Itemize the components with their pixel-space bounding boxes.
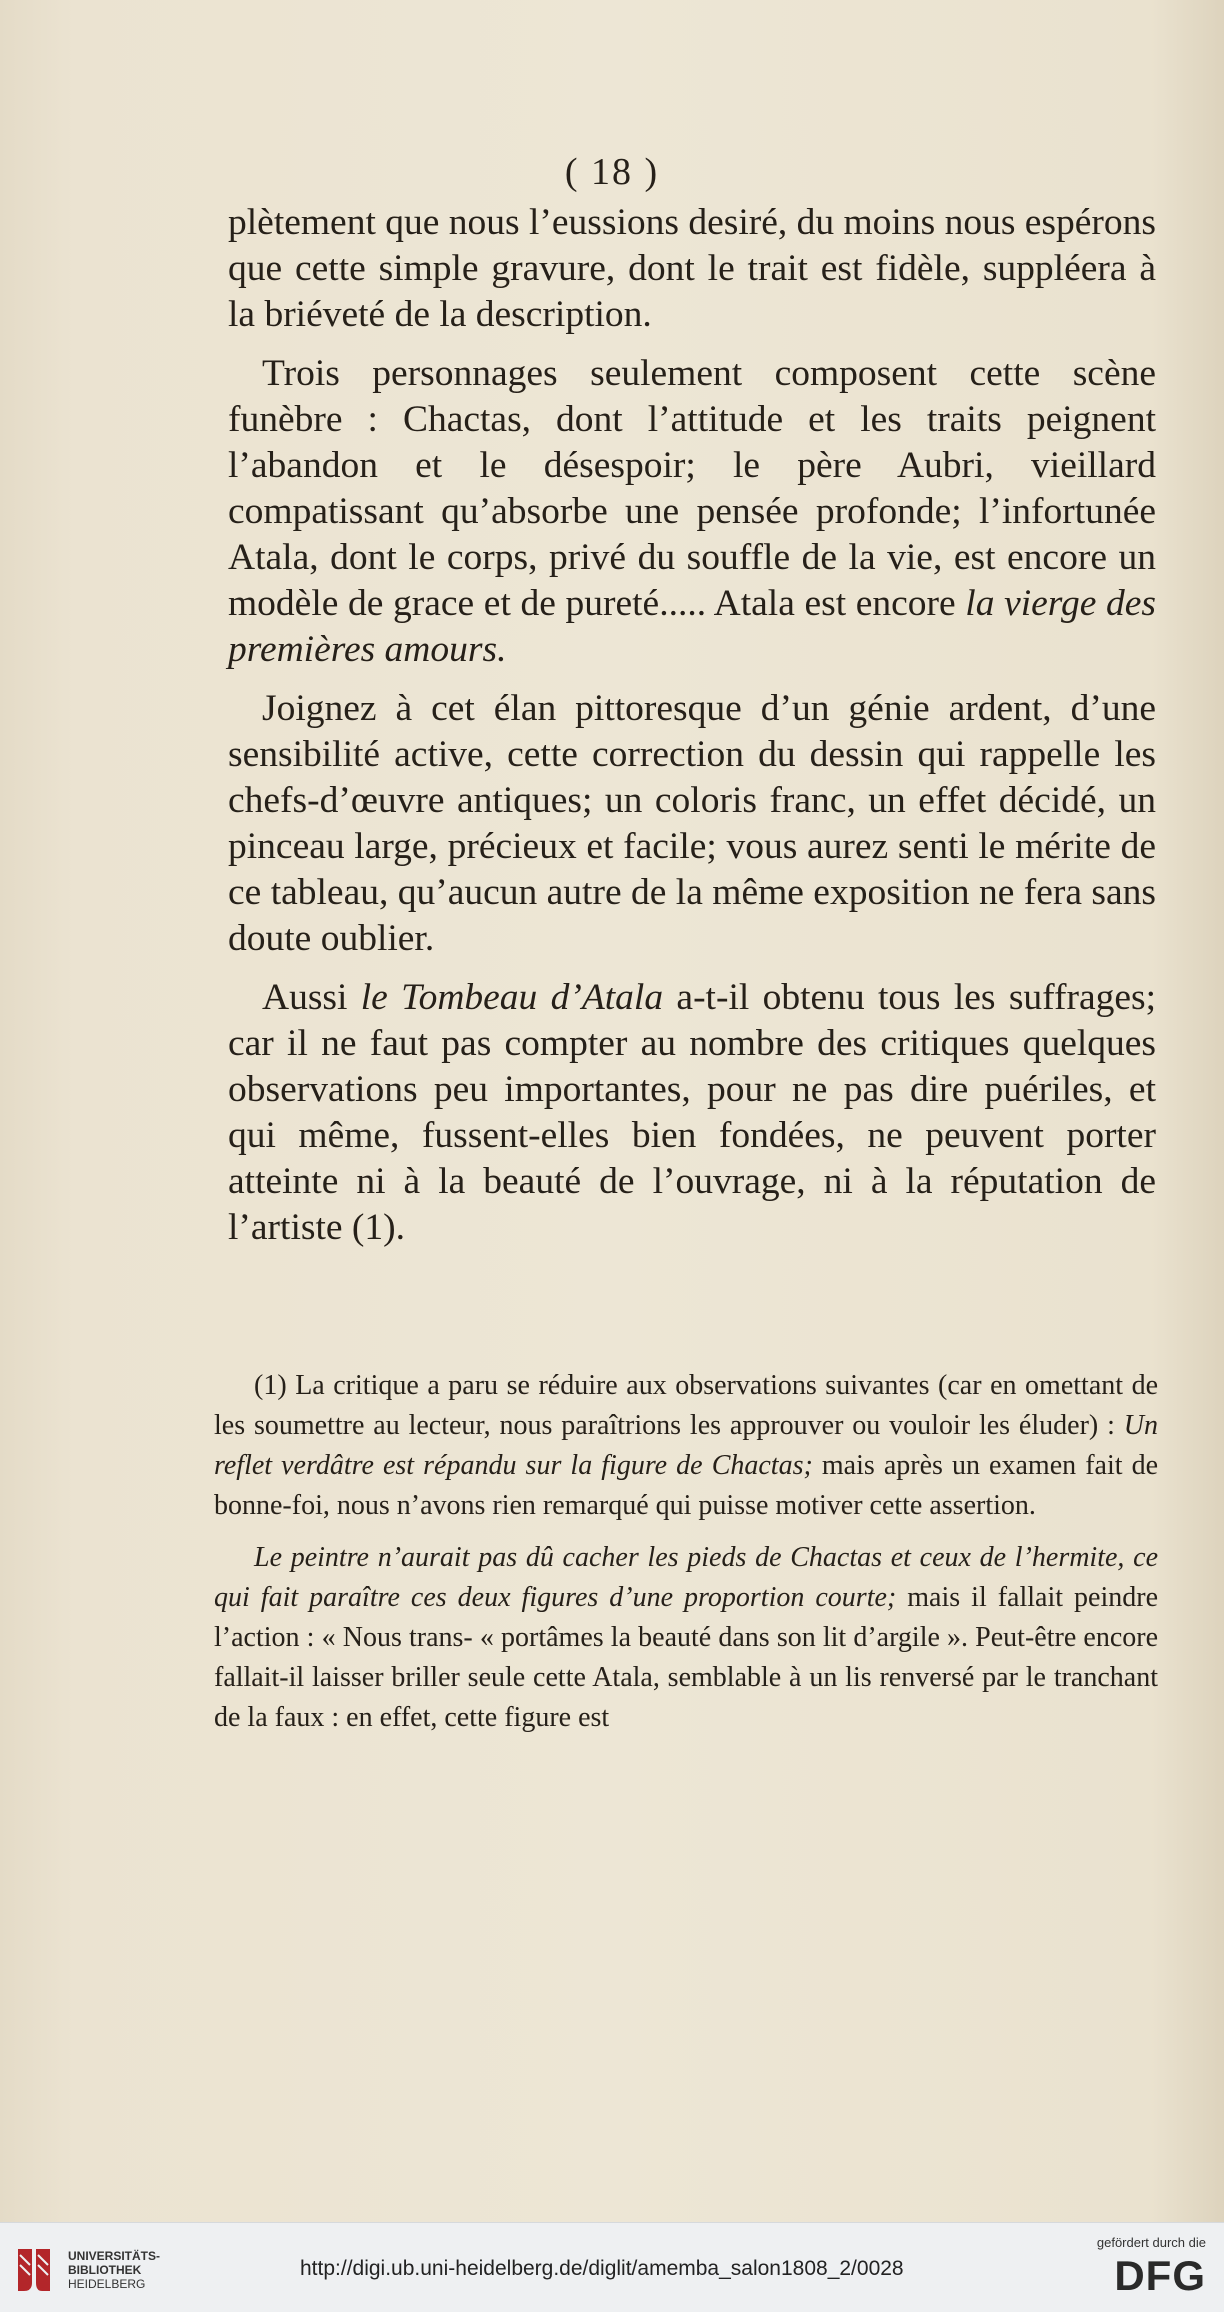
page-number: ( 18 ) — [564, 151, 660, 193]
paragraph-2-italic: la vierge des premières amours. — [228, 583, 1157, 670]
footnote-2-rest: mais il fallait peindre l’action : « Nous trans- « portâmes la beauté dans son lit d’argile ». Peut-être encore fallait-il laisser briller seule cette Atala, semblable à un lis renversé par le tranchant de la faux : en effet, cette figure est — [214, 1582, 1159, 1733]
footer-bar — [0, 2222, 1224, 2312]
footnotes — [214, 1366, 1158, 1750]
library-name-line-2: BIBLIOTHEK — [68, 2263, 142, 2277]
paragraph-4-start: Aussi — [262, 977, 348, 1018]
library-name-line-1: UNIVERSITÄTS- — [68, 2249, 161, 2263]
footnote-1-start: (1) La critique a paru se réduire aux observations suivantes (car en omettant de les soumettre au lecteur, nous paraîtrions les approuver ou vouloir les éluder) : — [214, 1370, 1158, 1441]
main-text — [228, 200, 1156, 1264]
paragraph-4-rest: a-t-il obtenu tous les suffrages; car il ne faut pas compter au nombre des critiques quelques observations peu importantes, pour ne pas dire puériles, et qui même, fussent-elles bien fondées, ne peuvent porter atteinte ni à la beauté de l’ouvrage, ni à la réputation de l’artiste (1). — [228, 977, 1156, 1248]
paragraph-3-text: Joignez à cet élan pittoresque d’un génie ardent, d’une sensibilité active, cette correction du dessin qui rappelle les chefs-d’œuvre antiques; un coloris franc, un effet décidé, un pinceau large, précieux et facile; vous aurez senti le mérite de ce tableau, qu’aucun autre de la même exposition ne fera sans doute oublier. — [228, 688, 1156, 959]
paragraph-2-text: Trois personnages seulement composent cette scène funèbre : Chactas, dont l’attitude et les traits peignent l’abandon et le désespoir; le père Aubri, vieillard compatissant qu’absorbe une pensée profonde; l’infortunée Atala, dont le corps, privé du souffle de la vie, est encore un modèle de grace et de pureté..... Atala est encore — [228, 353, 1156, 624]
paragraph-1-text: plètement que nous l’eussions desiré, du moins nous espérons que cette simple gravure, dont le trait est fidèle, suppléera à la briéveté de la description. — [228, 202, 1156, 335]
paragraph-3 — [228, 686, 1156, 962]
footnote-2-italic: Le peintre n’aurait pas dû cacher les pieds de Chactas et ceux de l’hermite, ce qui fait paraître ces deux figures d’une proportion courte; — [214, 1542, 1158, 1613]
ub-heidelberg-logo-icon[interactable] — [12, 2243, 62, 2297]
permalink-url[interactable]: http://digi.ub.uni-heidelberg.de/diglit/amemba_salon1808_2/0028 — [300, 2257, 904, 2280]
dfg-logo: DFG — [1114, 2252, 1206, 2299]
paragraph-2 — [228, 351, 1156, 673]
funding-credit[interactable] — [1076, 2235, 1206, 2300]
paragraph-4-italic: le Tombeau d’Atala — [360, 977, 664, 1018]
funding-label: gefördert durch die — [1096, 2235, 1206, 2250]
footnote-2 — [214, 1538, 1158, 1738]
footnote-1-rest: mais après un examen fait de bonne-foi, nous n’avons rien remarqué qui puisse motiver cette assertion. — [214, 1450, 1159, 1521]
footnote-1-italic: Un reflet verdâtre est répandu sur la figure de Chactas; — [214, 1410, 1159, 1481]
library-name[interactable] — [68, 2249, 160, 2291]
library-name-line-3: HEIDELBERG — [68, 2277, 146, 2291]
footnote-1 — [214, 1366, 1158, 1526]
paragraph-4 — [228, 975, 1156, 1251]
paragraph-1 — [228, 200, 1156, 338]
